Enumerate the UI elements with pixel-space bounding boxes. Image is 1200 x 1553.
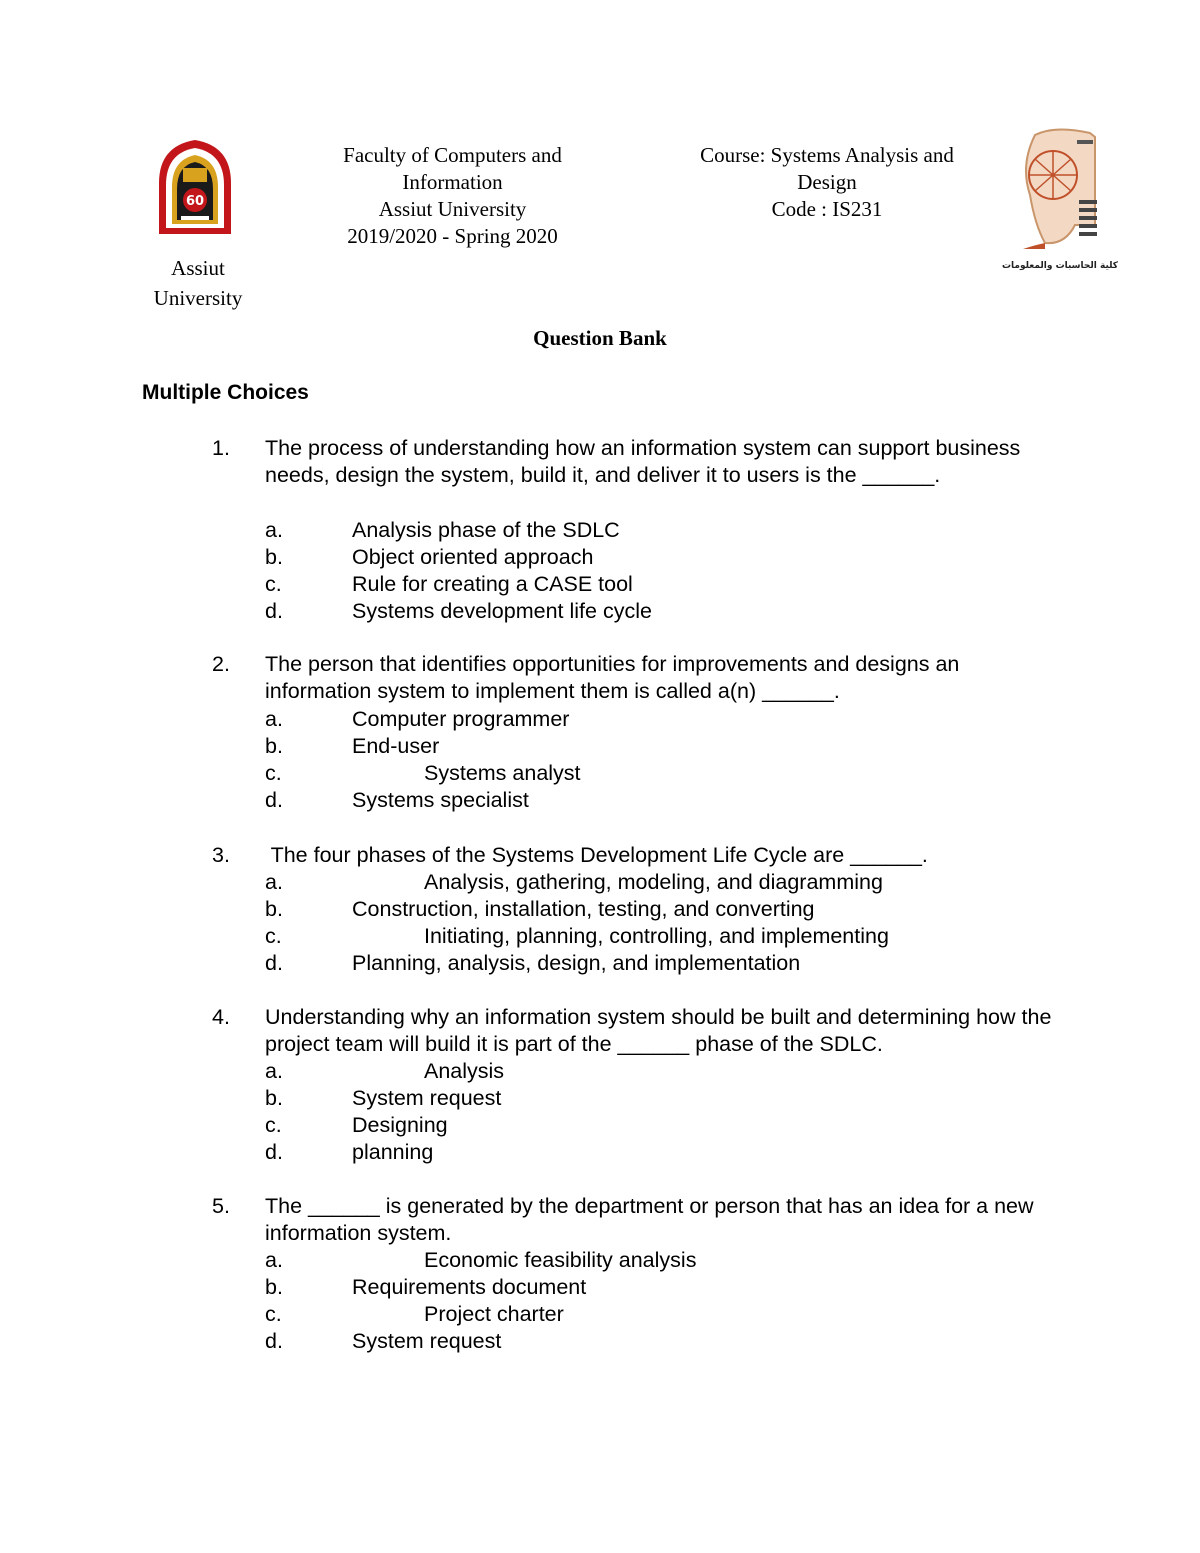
page-title: Question Bank xyxy=(533,326,667,350)
option-row xyxy=(0,1112,1200,1139)
option-row xyxy=(0,1058,1200,1085)
option-letter: d. xyxy=(265,1140,283,1164)
option-letter: a. xyxy=(265,1059,283,1083)
option-row xyxy=(0,517,1200,544)
option-text: System request xyxy=(352,1086,502,1110)
question-number: 2. xyxy=(212,652,230,676)
question-number: 4. xyxy=(212,1005,230,1029)
question-text: Understanding why an information system should be built and determining how the project team will build it is part of the ______ phase of the SDLC. xyxy=(265,1005,1052,1057)
course-info xyxy=(672,142,982,223)
option-text: End-user xyxy=(352,734,440,758)
option-letter: a. xyxy=(265,1248,283,1272)
option-letter: d. xyxy=(265,1329,283,1353)
option-text: Requirements document xyxy=(352,1275,587,1299)
option-text: System request xyxy=(352,1329,502,1353)
course-line: Course: Systems Analysis and xyxy=(700,143,954,167)
option-row xyxy=(0,869,1200,896)
option-text: Construction, installation, testing, and converting xyxy=(352,897,815,921)
option-row xyxy=(0,1274,1200,1301)
logo-badge-number: 60 xyxy=(185,194,205,209)
option-text: Analysis, gathering, modeling, and diagramming xyxy=(424,870,883,894)
faculty-logo xyxy=(1001,125,1119,275)
option-row xyxy=(0,1247,1200,1274)
faculty-line: Faculty of Computers and xyxy=(343,143,562,167)
option-row xyxy=(0,571,1200,598)
option-letter: a. xyxy=(265,707,283,731)
option-text: Systems specialist xyxy=(352,788,529,812)
option-row xyxy=(0,950,1200,977)
option-letter: c. xyxy=(265,761,282,785)
course-line: Design xyxy=(797,170,857,194)
option-text: Economic feasibility analysis xyxy=(424,1248,697,1272)
option-letter: b. xyxy=(265,1275,283,1299)
option-text: Systems development life cycle xyxy=(352,599,652,623)
left-logo-caption-line: Assiut xyxy=(171,256,225,280)
question-text: The ______ is generated by the department or person that has an idea for a new information system. xyxy=(265,1194,1034,1246)
option-letter: c. xyxy=(265,924,282,948)
option-letter: d. xyxy=(265,951,283,975)
option-row xyxy=(0,598,1200,625)
left-logo-caption xyxy=(138,253,258,313)
option-letter: c. xyxy=(265,1302,282,1326)
faculty-line: Assiut University xyxy=(378,197,527,221)
option-text: Computer programmer xyxy=(352,707,570,731)
course-line: Code : IS231 xyxy=(771,197,883,221)
option-letter: a. xyxy=(265,518,283,542)
question-text: The person that identifies opportunities for improvements and designs an information system to implement them is called a(n) ______. xyxy=(265,652,960,704)
option-text: planning xyxy=(352,1140,434,1164)
option-row xyxy=(0,1139,1200,1166)
option-letter: d. xyxy=(265,599,283,623)
faculty-line: 2019/2020 - Spring 2020 xyxy=(347,224,558,248)
question-text: The four phases of the Systems Development Life Cycle are ______. xyxy=(265,843,928,867)
left-logo-caption-line: University xyxy=(153,286,243,310)
faculty-line: Information xyxy=(402,170,503,194)
section-heading: Multiple Choices xyxy=(142,381,309,404)
option-letter: b. xyxy=(265,1086,283,1110)
question-text: The process of understanding how an information system can support business needs, design the system, build it, and deliver it to users is the ______. xyxy=(265,436,1021,488)
option-row xyxy=(0,787,1200,814)
option-text: Planning, analysis, design, and implementation xyxy=(352,951,801,975)
option-row xyxy=(0,896,1200,923)
option-text: Analysis phase of the SDLC xyxy=(352,518,620,542)
option-text: Designing xyxy=(352,1113,448,1137)
option-letter: b. xyxy=(265,897,283,921)
option-row xyxy=(0,1301,1200,1328)
option-letter: c. xyxy=(265,572,282,596)
option-letter: a. xyxy=(265,870,283,894)
question-number: 1. xyxy=(212,436,230,460)
option-letter: d. xyxy=(265,788,283,812)
option-text: Project charter xyxy=(424,1302,564,1326)
option-letter: b. xyxy=(265,734,283,758)
option-row xyxy=(0,1085,1200,1112)
question-number: 3. xyxy=(212,843,230,867)
option-text: Rule for creating a CASE tool xyxy=(352,572,633,596)
option-text: Object oriented approach xyxy=(352,545,594,569)
option-row xyxy=(0,923,1200,950)
assiut-university-logo xyxy=(155,138,235,238)
option-letter: b. xyxy=(265,545,283,569)
option-row xyxy=(0,706,1200,733)
option-row xyxy=(0,544,1200,571)
option-text: Systems analyst xyxy=(424,761,581,785)
option-text: Initiating, planning, controlling, and implementing xyxy=(424,924,889,948)
option-row xyxy=(0,1328,1200,1355)
option-text: Analysis xyxy=(424,1059,505,1083)
option-letter: c. xyxy=(265,1113,282,1137)
faculty-logo-caption: كلية الحاسبات والمعلومات xyxy=(1001,261,1119,271)
faculty-info xyxy=(300,142,605,250)
question-number: 5. xyxy=(212,1194,230,1218)
option-row xyxy=(0,760,1200,787)
option-row xyxy=(0,733,1200,760)
